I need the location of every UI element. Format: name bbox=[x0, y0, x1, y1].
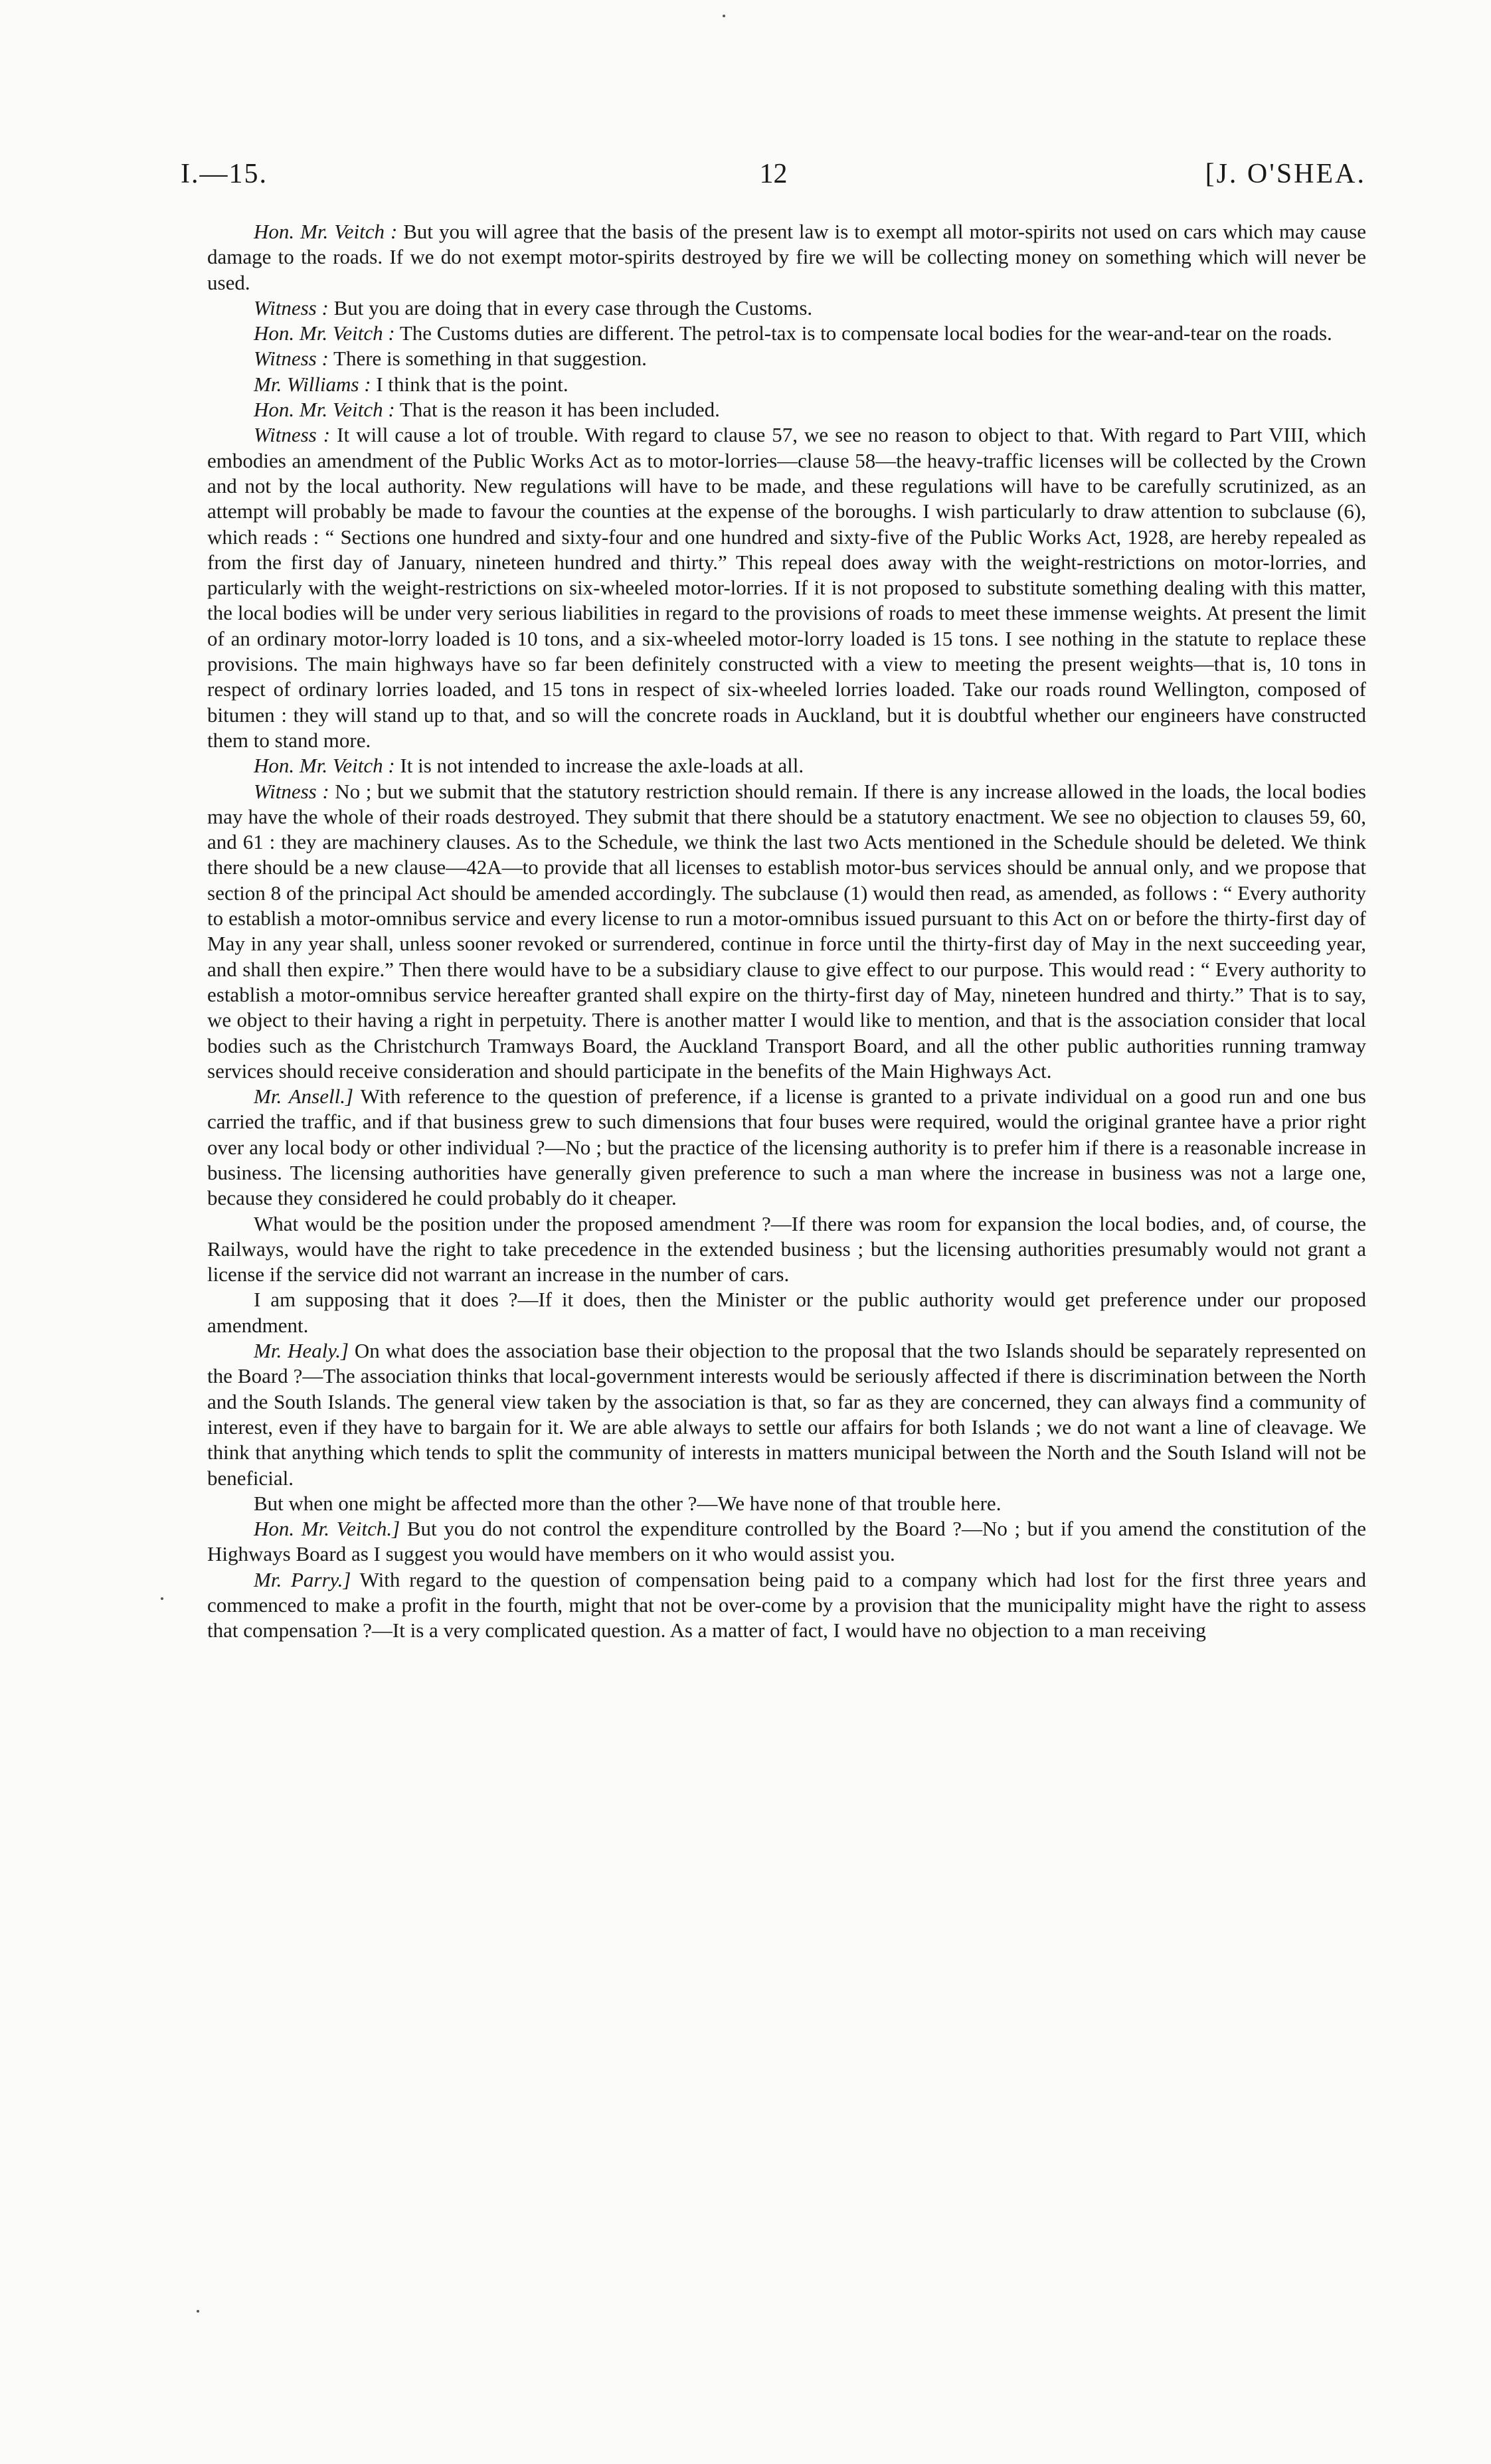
page-body bbox=[207, 219, 1366, 1644]
paragraph-text: But when one might be affected more than the other ?—We have none of that trouble here. bbox=[254, 1491, 1002, 1515]
speaker: Witness : bbox=[254, 423, 331, 447]
paragraph bbox=[207, 1567, 1366, 1644]
paragraph-text: It is not intended to increase the axle-loads at all. bbox=[395, 754, 804, 778]
paragraph-text: No ; but we submit that the statutory restriction should remain. If there is any increase allowed in the loads, the local bodies may have the whole of their roads destroyed. They submit that there should be a statutory enactment. We see no objection to clauses 59, 60, and 61 : they are machinery clauses. As to the Schedule, we think the last two Acts mentioned in the Schedule should be deleted. We think there should be a new clause—42A—to provide that all licenses to establish motor-bus services should be annual only, and we propose that section 8 of the principal Act should be amended accordingly. The subclause (1) would then read, as amended, as follows : “ Every authority to establish a motor-omnibus service and every license to run a motor-omnibus issued pursuant to this Act on or before the thirty-first day of May in any year shall, unless sooner revoked or surrendered, continue in force until the thirty-first day of May in the next succeeding year, and shall then expire.” Then there would have to be a subsidiary clause to give effect to our purpose. This would read : “ Every authority to establish a motor-omnibus service hereafter granted shall expire on the thirty-first day of May, nineteen hundred and thirty.” That is to say, we object to their having a right in perpetuity. There is another matter I would like to mention, and that is the association consider that local bodies such as the Christchurch Tramways Board, the Auckland Transport Board, and all the other public authorities running tramway services should receive consideration and should participate in the benefits of the Main Highways Act. bbox=[207, 779, 1366, 1083]
speaker: Hon. Mr. Veitch : bbox=[254, 220, 398, 243]
scan-speck bbox=[197, 2310, 199, 2313]
speaker: Hon. Mr. Veitch : bbox=[254, 321, 395, 345]
page-header bbox=[181, 154, 1366, 194]
paragraph bbox=[207, 1491, 1366, 1516]
paragraph bbox=[207, 1338, 1366, 1491]
paragraph-text: But you are doing that in every case through the Customs. bbox=[328, 296, 813, 319]
paragraph bbox=[207, 219, 1366, 296]
speaker: Mr. Ansell.] bbox=[254, 1085, 354, 1108]
paragraph bbox=[207, 422, 1366, 753]
paragraph-text: But you do not control the expenditure controlled by the Board ?—No ; but if you amend the constitution of the Highways Board as I suggest you would have members on it who would assist you. bbox=[207, 1517, 1366, 1566]
paragraph-text: I think that is the point. bbox=[371, 372, 569, 396]
paragraph bbox=[207, 753, 1366, 778]
paragraph bbox=[207, 1287, 1366, 1338]
paragraph-text: The Customs duties are different. The petrol-tax is to compensate local bodies for the wear-and-tear on the roads. bbox=[395, 321, 1332, 345]
speaker: Witness : bbox=[254, 779, 329, 803]
paragraph bbox=[207, 321, 1366, 346]
speaker: Hon. Mr. Veitch.] bbox=[254, 1517, 400, 1541]
paragraph bbox=[207, 397, 1366, 422]
paragraph bbox=[207, 296, 1366, 321]
speaker: Hon. Mr. Veitch : bbox=[254, 754, 395, 778]
paragraph bbox=[207, 1084, 1366, 1211]
paragraph-text: It will cause a lot of trouble. With regard to clause 57, we see no reason to object to that. With regard to Part VIII, which embodies an amendment of the Public Works Act as to motor-lorries—clause 58—the heavy-traffic licenses will be collected by the Crown and not by the local authority. New regulations will have to be made, and these regulations will have to be carefully scrutinized, as an attempt will probably be made to favour the counties at the expense of the boroughs. I wish particularly to draw attention to subclause (6), which reads : “ Sections one hundred and sixty-four and one hundred and sixty-five of the Public Works Act, 1928, are hereby repealed as from the first day of January, nineteen hundred and thirty.” This repeal does away with the weight-restrictions on motor-lorries, and particularly with the weight-restrictions on six-wheeled motor-lorries. If it is not proposed to substitute something dealing with this matter, the local bodies will be under very serious liabilities in regard to the provisions of roads to meet these immense weights. At present the limit of an ordinary motor-lorry loaded is 10 tons, and a six-wheeled motor-lorry loaded is 15 tons. I see nothing in the statute to replace these provisions. The main highways have so far been definitely constructed with a view to meeting the present weights—that is, 10 tons in respect of ordinary lorries loaded, and 15 tons in respect of six-wheeled lorries loaded. Take our roads round Wellington, composed of bitumen : they will stand up to that, and so will the concrete roads in Auckland, but it is doubtful whether our engineers have constructed them to stand more. bbox=[207, 423, 1366, 752]
scan-speck bbox=[161, 1597, 163, 1600]
paragraph-text: On what does the association base their objection to the proposal that the two Islands should be separately represented on the Board ?—The association thinks that local-government interests would be seriously affected if there is discrimination between the North and the South Islands. The general view taken by the association is that, so far as they are concerned, they can always find a community of interest, even if they have to bargain for it. We are able always to settle our affairs for both Islands ; we do not want a line of cleavage. We think that anything which tends to split the community of interests in matters municipal between the North and the South Island will not be beneficial. bbox=[207, 1339, 1366, 1490]
paragraph-text: But you will agree that the basis of the present law is to exempt all motor-spirits not used on cars which may cause damage to the roads. If we do not exempt motor-spirits destroyed by fire we will be collecting money on something which will never be used. bbox=[207, 220, 1366, 294]
paragraph-text: What would be the position under the proposed amendment ?—If there was room for expansion the local bodies, and, of course, the Railways, would have the right to take precedence in the extended business ; but the licensing authorities presumably would not grant a license if the service did not warrant an increase in the number of cars. bbox=[207, 1211, 1366, 1286]
page-number: 12 bbox=[759, 159, 788, 189]
paragraph-text: With reference to the question of preference, if a license is granted to a private individual on a good run and one bus carried the traffic, and if that business grew to such dimensions that four buses were required, would the original grantee have a prior right over any local body or other individual ?—No ; but the practice of the licensing authority is to prefer him if there is a reasonable increase in business. The licensing authorities have generally given preference to such a man where the increase in business was not a large one, because they considered he could probably do it cheaper. bbox=[207, 1085, 1366, 1210]
paragraph-text: With regard to the question of compensation being paid to a company which had lost for the first three years and commenced to make a profit in the fourth, might that not be over-come by a provision that the municipality might have the right to assess that compensation ?—It is a very complicated question. As a matter of fact, I would have no objection to a man receiving bbox=[207, 1567, 1366, 1642]
paragraph-text: That is the reason it has been included. bbox=[395, 398, 720, 422]
speaker: Hon. Mr. Veitch : bbox=[254, 398, 395, 422]
paragraph bbox=[207, 372, 1366, 397]
witness-name: [J. O'SHEA. bbox=[1205, 159, 1366, 189]
paragraph bbox=[207, 779, 1366, 1085]
speaker: Mr. Williams : bbox=[254, 372, 371, 396]
paper-reference: I.—15. bbox=[181, 159, 268, 189]
speaker: Mr. Parry.] bbox=[254, 1567, 351, 1591]
paragraph bbox=[207, 1516, 1366, 1567]
paragraph bbox=[207, 346, 1366, 371]
paragraph-text: I am supposing that it does ?—If it does, then the Minister or the public authority would get preference under our proposed amendment. bbox=[207, 1288, 1366, 1337]
paragraph-text: There is something in that suggestion. bbox=[328, 347, 647, 371]
scan-speck bbox=[723, 15, 725, 17]
speaker: Witness : bbox=[254, 296, 329, 319]
paragraph bbox=[207, 1211, 1366, 1288]
speaker: Witness : bbox=[254, 347, 329, 371]
speaker: Mr. Healy.] bbox=[254, 1339, 349, 1363]
